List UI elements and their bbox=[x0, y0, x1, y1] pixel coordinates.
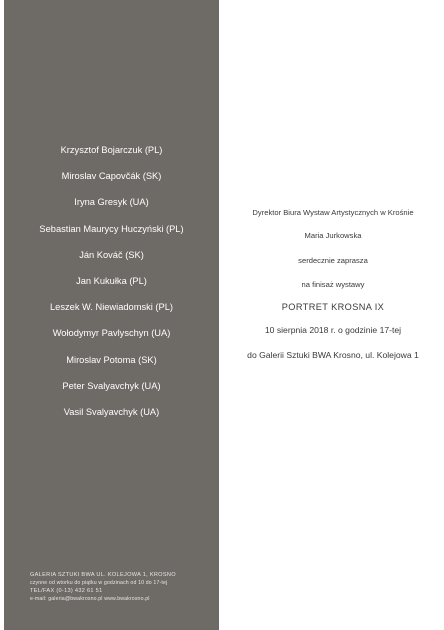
gallery-footer bbox=[30, 571, 215, 603]
artist-name: Miroslav Potoma (SK) bbox=[66, 354, 157, 365]
artist-name: Iryna Gresyk (UA) bbox=[74, 197, 149, 208]
artist-name: Vasil Svalyavchyk (UA) bbox=[63, 406, 160, 417]
invitation-invites: serdecznie zaprasza bbox=[298, 256, 368, 265]
artist-name: Ján Kováč (SK) bbox=[79, 249, 144, 260]
artist-name: Jan Kukułka (PL) bbox=[76, 275, 147, 286]
artist-name: Krzysztof Bojarczuk (PL) bbox=[60, 145, 163, 155]
event-date: 10 sierpnia 2018 r. o godzinie 17-tej bbox=[264, 325, 402, 335]
artist-name: Sebastian Maurycy Huczyński (PL) bbox=[39, 223, 184, 234]
artist-name: Wołodymyr Pavlyschyn (UA) bbox=[52, 328, 171, 339]
artist-name: Miroslav Capovčák (SK) bbox=[61, 171, 162, 182]
gallery-address: GALERIA SZTUKI BWA UL. KOLEJOWA 1, KROSNO bbox=[30, 572, 176, 578]
invitation-finissage: na finisaż wystawy bbox=[301, 280, 365, 289]
artists-panel bbox=[4, 0, 219, 630]
invitation-text bbox=[222, 204, 444, 371]
event-place: do Galerii Sztuki BWA Krosno, ul. Kolejowa 1 bbox=[247, 350, 419, 360]
invitation-host: Dyrektor Biura Wystaw Artystycznych w Krośnie bbox=[252, 208, 414, 217]
artist-name: Leszek W. Niewiadomski (PL) bbox=[50, 302, 173, 313]
invitation-director: Maria Jurkowska bbox=[304, 231, 362, 240]
contact-email-www: e-mail: galeria@bwakrosno.pl www.bwakrosno.pl bbox=[30, 596, 150, 602]
opening-hours: czynne od wtorku do piątku w godzinach od 10 do 17-tej bbox=[30, 580, 168, 586]
artist-list bbox=[4, 142, 219, 430]
exhibition-title: PORTRET KROSNA IX bbox=[281, 302, 385, 312]
phone-fax: TEL/FAX (0-13) 432 61 51 bbox=[30, 588, 103, 594]
artist-name: Peter Svalyavchyk (UA) bbox=[62, 380, 161, 391]
